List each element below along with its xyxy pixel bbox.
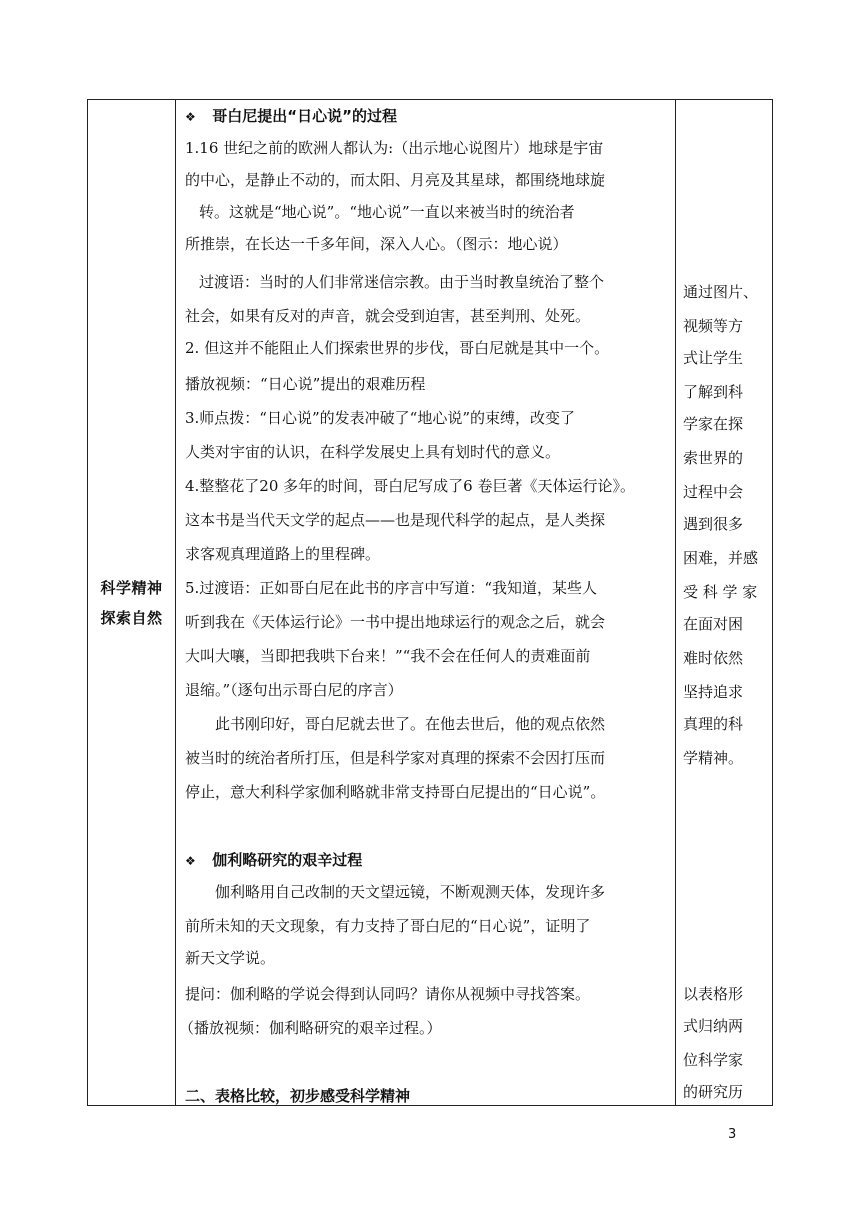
text-line: 的中心，是静止不动的，而太阳、月亮及其星球，都围绕地球旋 [185, 171, 606, 189]
note-line: 学精神。 [683, 749, 744, 767]
topic-label-line2: 探索自然 [100, 608, 163, 627]
topic-cell [88, 100, 175, 1105]
text-line: 过渡语：当时的人们非常迷信宗教。由于当时教皇统治了整个 [199, 273, 605, 291]
text-line: 3.师点拨：“日心说”的发表冲破了“地心说”的束缚，改变了 [185, 409, 575, 427]
section-heading-galileo [185, 848, 362, 874]
text-line: 被当时的统治者所打压，但是科学家对真理的探索不会因打压而 [185, 749, 606, 767]
text-line: 这本书是当代天文学的起点——也是现代科学的起点，是人类探 [185, 511, 606, 529]
text-line: 退缩。”（逐句出示哥白尼的序言） [185, 681, 403, 699]
note-line: 索世界的 [683, 449, 744, 467]
note-line: 的研究历 [683, 1083, 744, 1101]
note-line: 真理的科 [683, 715, 744, 733]
text-line: 停止，意大利科学家伽利略就非常支持哥白尼提出的“日心说”。 [185, 783, 606, 801]
text-line: 此书刚印好，哥白尼就去世了。在他去世后，他的观点依然 [215, 715, 606, 733]
note-line: 坚持追求 [683, 683, 744, 701]
section-heading-copernicus [185, 104, 397, 130]
text-line: 大叫大嚷，当即把我哄下台来！”“我不会在任何人的责难面前 [185, 647, 591, 665]
note-line: 式让学生 [683, 349, 744, 367]
topic-label-line1: 科学精神 [100, 578, 163, 597]
text-line: 5.过渡语：正如哥白尼在此书的序言中写道：“我知道，某些人 [185, 579, 597, 597]
diamond-bullet-icon: ❖ [185, 110, 196, 124]
note-line: 遇到很多 [683, 515, 744, 533]
note-line: 困难，并感 [683, 549, 759, 567]
note-line: 式归纳两 [683, 1017, 744, 1035]
note-line: 受 科 学 家 [683, 583, 758, 601]
text-line: 前所未知的天文现象，有力支持了哥白尼的“日心说”，证明了 [185, 917, 591, 935]
text-line: 2. 但这并不能阻止人们探索世界的步伐，哥白尼就是其中一个。 [185, 339, 610, 357]
section-heading-table-compare: 二、表格比较，初步感受科学精神 [185, 1087, 411, 1105]
note-line: 以表格形 [683, 985, 744, 1003]
column-divider-left [175, 99, 176, 1106]
page-number: 3 [728, 1127, 737, 1142]
text-line: 求客观真理道路上的里程碑。 [185, 545, 381, 563]
note-line: 难时依然 [683, 649, 744, 667]
text-line: 人类对宇宙的认识，在科学发展史上具有划时代的意义。 [185, 443, 561, 461]
text-line: 播放视频：“日心说”提出的艰难历程 [185, 375, 426, 393]
note-line: 在面对困 [683, 615, 744, 633]
heading-text: 伽利略研究的艰辛过程 [212, 851, 363, 869]
text-line: 提问：伽利略的学说会得到认同吗？请你从视频中寻找答案。 [185, 985, 591, 1003]
note-line: 过程中会 [683, 483, 744, 501]
note-line: 视频等方 [683, 317, 744, 335]
text-line: 转。这就是“地心说”。“地心说”一直以来被当时的统治者 [199, 203, 575, 221]
note-line: 了解到科 [683, 383, 744, 401]
text-line: 新天文学说。 [185, 949, 276, 967]
text-line: （播放视频：伽利略研究的艰辛过程。） [179, 1019, 442, 1037]
note-line: 通过图片、 [683, 283, 759, 301]
heading-text: 哥白尼提出“日心说”的过程 [212, 107, 397, 125]
text-line: 1.16 世纪之前的欧洲人都认为:（出示地心说图片）地球是宇宙 [185, 139, 604, 157]
note-line: 学家在探 [683, 415, 744, 433]
column-divider-right [675, 99, 676, 1106]
text-line: 4.整整花了20 多年的时间，哥白尼写成了6 卷巨著《天体运行论》。 [185, 477, 635, 495]
text-line: 所推崇，在长达一千多年间，深入人心。（图示：地心说） [185, 235, 568, 253]
diamond-bullet-icon: ❖ [185, 854, 196, 868]
text-line: 伽利略用自己改制的天文望远镜，不断观测天体，发现许多 [215, 883, 606, 901]
text-line: 社会，如果有反对的声音，就会受到迫害，甚至判刑、处死。 [185, 307, 591, 325]
text-line: 听到我在《天体运行论》一书中提出地球运行的观念之后，就会 [185, 613, 606, 631]
note-line: 位科学家 [683, 1051, 744, 1069]
